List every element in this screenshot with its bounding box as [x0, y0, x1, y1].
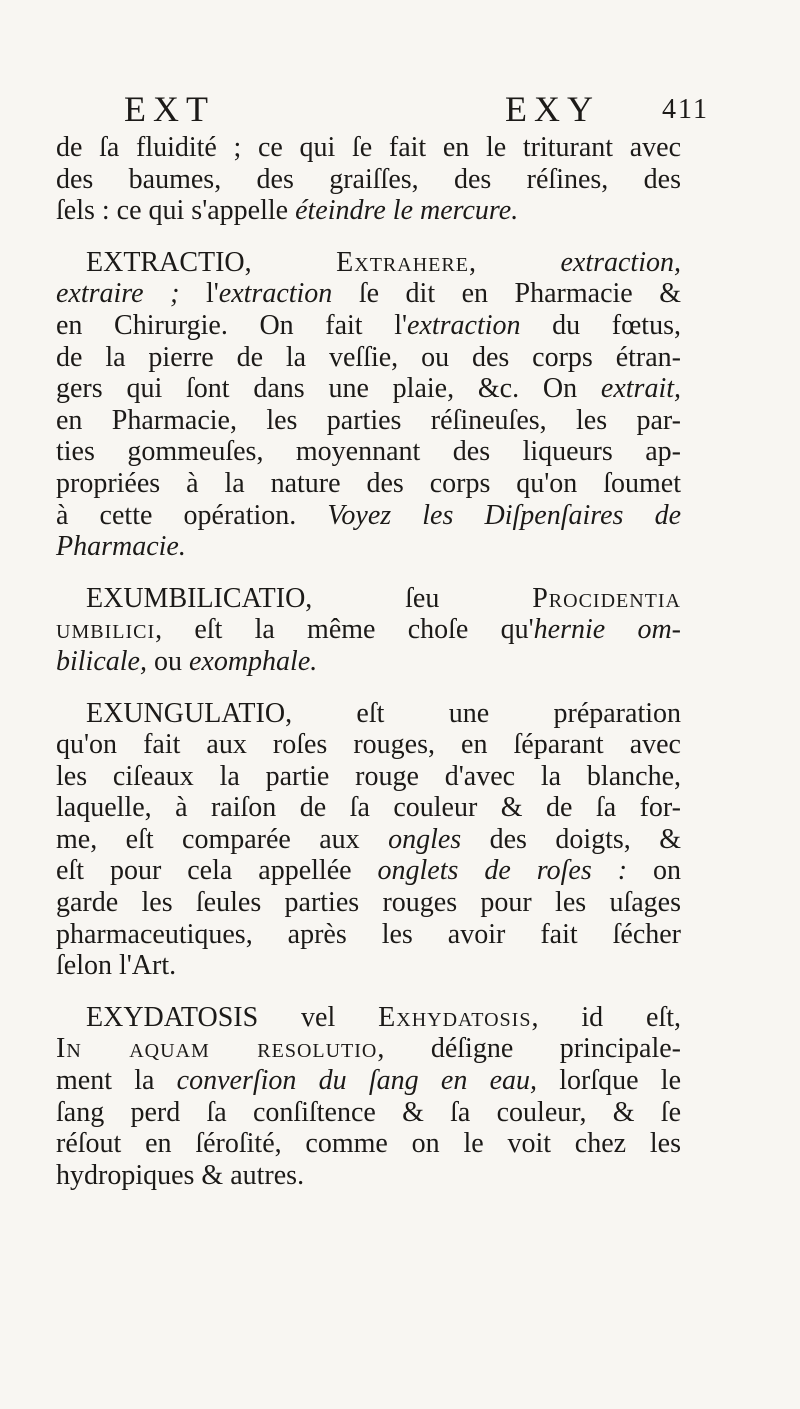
text-line — [56, 855, 681, 887]
text-span: du fœtus, — [520, 309, 681, 341]
text-line: ſelon l'Art. — [56, 950, 177, 982]
text-span: lorſque le — [537, 1065, 681, 1097]
text-line: Pharmacie. — [56, 531, 186, 563]
text-line — [56, 247, 681, 279]
text-span: gers qui ſont dans une plaie, &c. On — [56, 373, 601, 405]
text-line — [56, 500, 681, 532]
italic-span: extraire ; — [56, 278, 180, 310]
text-line: de ſa fluidité ; ce qui ſe fait en le triturant avec — [56, 132, 681, 163]
text-line: pharmaceutiques, après les avoir fait ſécher — [56, 918, 681, 950]
entry-extractio — [56, 247, 681, 563]
text-span: me, eſt comparée aux — [56, 823, 389, 855]
italic-span: extraction, — [560, 246, 681, 278]
text-line — [56, 1002, 681, 1034]
small-caps-span: Exhydatosis — [378, 1001, 532, 1033]
italic-span: extraction — [218, 278, 333, 310]
text-line — [56, 583, 681, 615]
text-line: de la pierre de la veſſie, ou des corps étran- — [56, 341, 681, 373]
text-line: ſang perd ſa conſiſtence & ſa couleur, & ſe — [56, 1096, 681, 1128]
headword: EXUMBILICATIO, ſeu — [86, 582, 533, 614]
text-span: en Chirurgie. On fait l' — [56, 309, 408, 341]
text-line: réſout en ſéroſité, comme on le voit chez les — [56, 1128, 681, 1160]
small-caps-span: umbilici — [56, 614, 156, 646]
text-span: eſt pour cela appellée — [56, 855, 378, 887]
entry-exydatosis — [56, 1002, 681, 1192]
italic-span: Voyez les Diſpenſaires de — [327, 499, 681, 531]
running-head — [0, 88, 800, 138]
paragraph-gap — [56, 982, 681, 1002]
text-line — [56, 1065, 681, 1097]
dictionary-text — [56, 132, 681, 1191]
text-line — [56, 310, 681, 342]
text-line: qu'on fait aux roſes rouges, en ſéparant avec — [56, 729, 681, 761]
headword: EXTRACTIO, — [86, 246, 337, 278]
text-line — [56, 373, 681, 405]
text-line: en Pharmacie, les parties réſineuſes, les par- — [56, 404, 681, 436]
italic-span: extraction — [407, 309, 521, 341]
text-span: , id eſt, — [531, 1001, 681, 1033]
entry-exumbilicatio — [56, 583, 681, 678]
italic-span: onglets de roſes : — [377, 855, 628, 887]
small-caps-span: Procidentia — [532, 582, 681, 614]
italic-span: ongles — [388, 823, 462, 855]
text-span: on — [627, 855, 681, 887]
running-head-right: EXY — [505, 89, 600, 129]
italic-span: exomphale. — [188, 645, 318, 677]
text-span: , eſt la même choſe qu' — [155, 614, 534, 646]
text-line: hydropiques & autres. — [56, 1159, 305, 1191]
paragraph-gap — [56, 678, 681, 698]
text-span: l' — [179, 278, 219, 310]
text-line: des baumes, des graiſſes, des réſines, des — [56, 163, 681, 195]
headword: EXYDATOSIS vel — [86, 1001, 379, 1033]
italic-span: hernie om- — [533, 614, 682, 646]
text-line — [56, 824, 681, 856]
entry-exungulatio — [56, 698, 681, 982]
text-span: des doigts, & — [461, 823, 682, 855]
text-line — [56, 278, 681, 310]
text-span: ment la — [56, 1065, 177, 1097]
text-line: propriées à la nature des corps qu'on ſoumet — [56, 467, 681, 499]
text-line: laquelle, à raiſon de ſa couleur & de ſa for- — [56, 792, 681, 824]
text-line: EXUNGULATIO, eſt une préparation — [86, 697, 681, 729]
text-span: ſe dit en Pharmacie & — [332, 278, 682, 310]
text-span: , déſigne principale- — [377, 1033, 681, 1065]
italic-span: éteindre le mercure. — [295, 195, 519, 227]
text-span: ſels : ce qui s'appelle — [56, 195, 296, 227]
running-head-left: EXT — [124, 89, 215, 129]
text-line — [56, 646, 681, 678]
italic-span: bilicale, — [56, 645, 147, 677]
paragraph-continuation — [56, 132, 681, 227]
text-line: les ciſeaux la partie rouge d'avec la blanche, — [56, 760, 681, 792]
text-line: garde les ſeules parties rouges pour les uſages — [56, 887, 681, 919]
page-number: 411 — [662, 94, 709, 125]
text-line — [56, 195, 681, 227]
small-caps-span: In aquam resolutio — [56, 1033, 378, 1065]
text-line — [56, 1033, 681, 1065]
text-span: ou — [146, 645, 189, 677]
text-line — [56, 614, 681, 646]
small-caps-span: Extrahere — [336, 246, 469, 278]
italic-span: extrait, — [600, 373, 681, 405]
paragraph-gap — [56, 563, 681, 583]
italic-span: converſion du ſang en eau, — [176, 1065, 537, 1097]
text-span: , — [468, 246, 561, 278]
text-span: à cette opération. — [56, 499, 328, 531]
text-line: ties gommeuſes, moyennant des liqueurs ap- — [56, 436, 681, 468]
paragraph-gap — [56, 227, 681, 247]
